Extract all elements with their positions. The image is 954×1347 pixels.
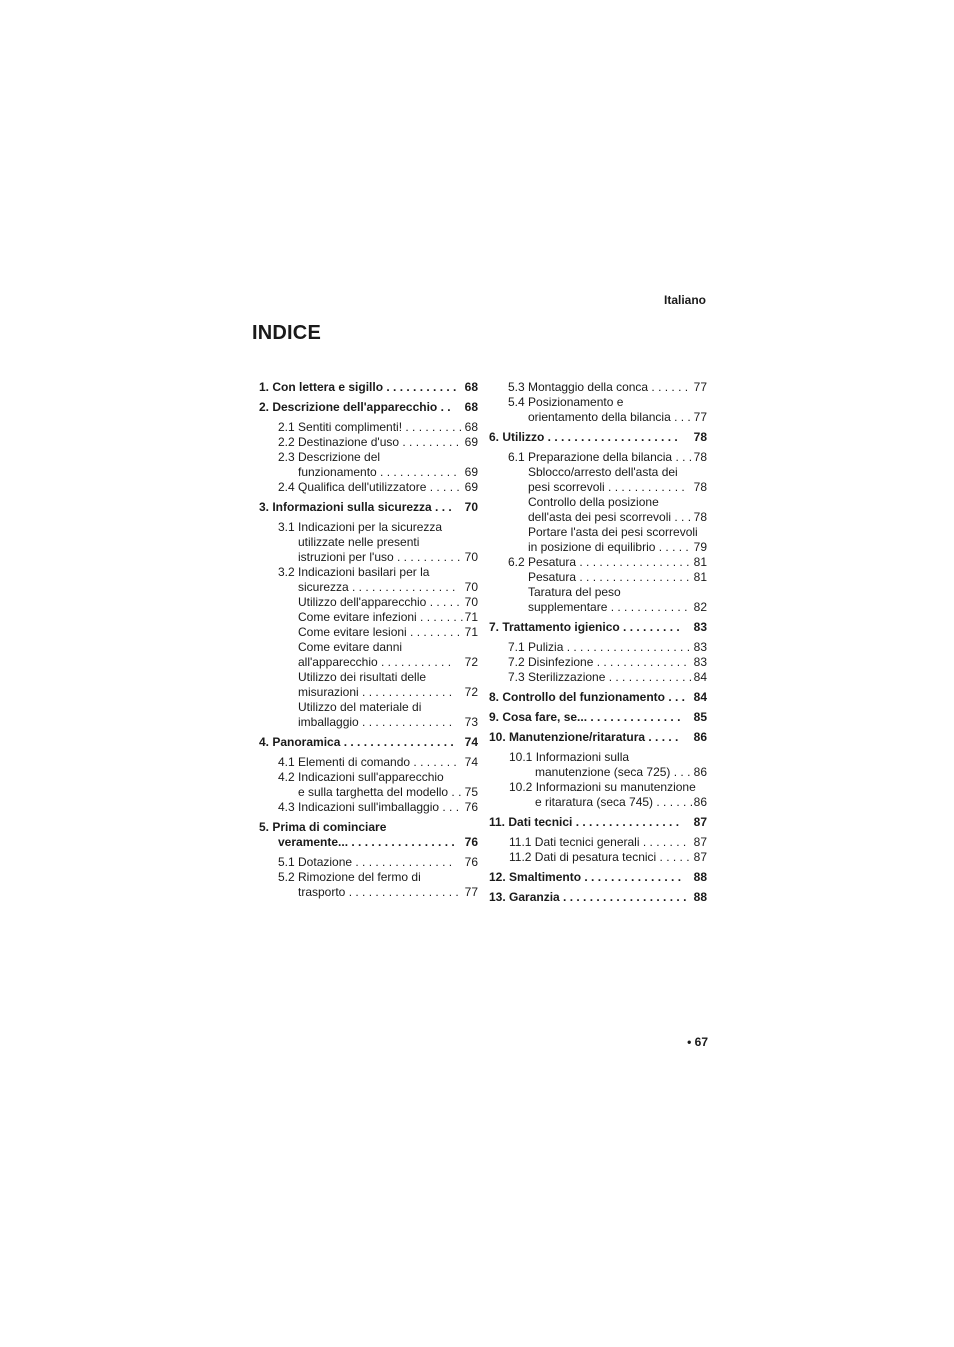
toc-entry[interactable] [259,870,478,885]
toc-entry-page: 78 [693,430,707,444]
toc-entry-text: Sblocco/arresto dell'asta dei [528,465,678,479]
toc-entry[interactable] [489,465,707,480]
toc-entry-text: Utilizzo dei risultati delle [298,670,427,684]
toc-entry-page: 71 [464,610,478,624]
toc-entry-page: 87 [693,850,707,864]
toc-entry[interactable] [489,495,707,510]
toc-entry-text: 10.2 Informazioni su manutenzione [509,780,696,794]
toc-entry[interactable] [259,640,478,655]
toc-entry[interactable] [489,600,707,615]
toc-entry-page: 88 [693,870,707,884]
toc-entry-page: 76 [464,855,478,869]
toc-entry-text: Come evitare infezioni . . . . . . . [298,610,464,624]
toc-entry[interactable] [489,480,707,495]
toc-entry[interactable] [489,795,707,810]
toc-entry-page: 73 [464,715,478,729]
toc-entry-text: 2.1 Sentiti complimenti! . . . . . . . . . [278,420,463,434]
toc-entry-text: 6.2 Pesatura . . . . . . . . . . . . . . . . . [508,555,690,569]
toc-entry[interactable] [259,465,478,480]
toc-entry[interactable] [259,820,478,835]
toc-entry-page: 88 [693,890,707,904]
toc-entry[interactable] [489,640,707,655]
toc-entry-text: 11.1 Dati tecnici generali . . . . . . . [509,835,687,849]
toc-entry-text: veramente... . . . . . . . . . . . . . . . . [278,835,455,849]
toc-entry[interactable] [259,520,478,535]
toc-entry-text: 5. Prima di cominciare [259,820,387,834]
toc-entry-page: 87 [693,835,707,849]
toc-entry-text: 11.2 Dati di pesatura tecnici . . . . . [509,850,690,864]
toc-entry-text: 6.1 Preparazione della bilancia . . . [508,450,693,464]
toc-entry-page: 85 [693,710,707,724]
toc-entry-page: 81 [693,570,707,584]
toc-entry[interactable] [489,730,707,745]
toc-entry[interactable] [489,690,707,705]
toc-entry-text: 5.2 Rimozione del fermo di [278,870,421,884]
toc-entry-text: 7.3 Sterilizzazione . . . . . . . . . . . . . [508,670,693,684]
toc-entry[interactable] [489,850,707,865]
toc-entry[interactable] [259,580,478,595]
toc-entry[interactable] [259,550,478,565]
toc-entry-page: 82 [693,600,707,614]
toc-entry-text: funzionamento . . . . . . . . . . . . [298,465,457,479]
toc-entry[interactable] [259,500,478,515]
toc-left-column [259,380,478,900]
toc-entry[interactable] [259,400,478,415]
toc-entry-text: dell'asta dei pesi scorrevoli . . . [528,510,692,524]
toc-entry-text: 7.1 Pulizia . . . . . . . . . . . . . . . . . . . [508,640,691,654]
toc-entry[interactable] [259,380,478,395]
toc-entry-text: Pesatura . . . . . . . . . . . . . . . . . [528,570,690,584]
toc-entry-text: 9. Cosa fare, se... . . . . . . . . . . . . . . [489,710,681,724]
toc-entry-text: 4.1 Elementi di comando . . . . . . . [278,755,457,769]
toc-entry-text: Come evitare lesioni . . . . . . . . [298,625,461,639]
toc-entry[interactable] [489,620,707,635]
toc-entry-text: 4. Panoramica . . . . . . . . . . . . . . . . . [259,735,454,749]
toc-entry-text: e sulla targhetta del modello . . [298,785,462,799]
toc-entry-text: pesi scorrevoli . . . . . . . . . . . . [528,480,685,494]
toc-entry[interactable] [489,430,707,445]
toc-entry-page: 72 [464,685,478,699]
toc-entry-text: 7. Trattamento igienico . . . . . . . . . [489,620,680,634]
toc-entry-page: 79 [693,540,707,554]
toc-entry-page: 76 [464,800,478,814]
toc-entry-text: Portare l'asta dei pesi scorrevoli [528,525,698,539]
toc-entry[interactable] [259,535,478,550]
toc-entry-page: 78 [693,480,707,494]
toc-entry-text: trasporto . . . . . . . . . . . . . . . . . [298,885,459,899]
toc-entry[interactable] [259,655,478,670]
toc-entry-text: in posizione di equilibrio . . . . . [528,540,689,554]
toc-entry-page: 74 [464,755,478,769]
toc-entry-page: 86 [693,795,707,809]
toc-entry[interactable] [489,750,707,765]
toc-entry-page: 78 [693,450,707,464]
toc-entry[interactable] [259,785,478,800]
toc-entry-text: supplementare . . . . . . . . . . . . [528,600,688,614]
toc-entry-text: 10. Manutenzione/ritaratura . . . . . [489,730,679,744]
toc-entry-text: sicurezza . . . . . . . . . . . . . . . . [298,580,456,594]
toc-entry[interactable] [489,380,707,395]
toc-entry[interactable] [259,800,478,815]
toc-entry-text: istruzioni per l'uso . . . . . . . . . . [298,550,461,564]
toc-entry[interactable] [259,610,478,625]
toc-entry-page: 69 [464,480,478,494]
toc-entry-page: 76 [464,835,478,849]
toc-entry-page: 81 [693,555,707,569]
toc-entry-page: 86 [693,730,707,744]
toc-entry[interactable] [259,435,478,450]
toc-entry[interactable] [259,700,478,715]
toc-entry-text: misurazioni . . . . . . . . . . . . . . [298,685,453,699]
language-label: Italiano [663,293,706,307]
toc-entry[interactable] [489,815,707,830]
toc-entry-text: 8. Controllo del funzionamento . . . [489,690,685,704]
toc-entry[interactable] [259,855,478,870]
toc-entry[interactable] [259,685,478,700]
toc-entry-text: 7.2 Disinfezione . . . . . . . . . . . . . . [508,655,687,669]
toc-entry-text: 3.1 Indicazioni per la sicurezza [278,520,443,534]
toc-entry[interactable] [259,885,478,900]
toc-entry-page: 74 [464,735,478,749]
toc-entry-text: e ritaratura (seca 745) . . . . . . [535,795,694,809]
toc-entry-page: 68 [464,380,478,394]
toc-entry-page: 77 [693,380,707,394]
toc-entry-text: 6. Utilizzo . . . . . . . . . . . . . . . . . . . . [489,430,678,444]
toc-entry-page: 83 [693,655,707,669]
toc-entry[interactable] [259,670,478,685]
toc-entry[interactable] [489,780,707,795]
toc-entry-text: 13. Garanzia . . . . . . . . . . . . . . . . . . . [489,890,687,904]
toc-entry-page: 69 [464,465,478,479]
toc-entry-text: 11. Dati tecnici . . . . . . . . . . . . . . . . [489,815,680,829]
toc-entry[interactable] [489,540,707,555]
toc-entry[interactable] [489,655,707,670]
toc-entry-page: 77 [693,410,707,424]
toc-entry-page: 75 [464,785,478,799]
toc-entry[interactable] [489,670,707,685]
toc-entry[interactable] [259,835,478,850]
toc-entry[interactable] [259,755,478,770]
toc-right-column [489,380,707,905]
toc-entry-page: 87 [693,815,707,829]
toc-entry-text: 4.3 Indicazioni sull'imballaggio . . . [278,800,460,814]
toc-entry-text: 2.3 Descrizione del [278,450,381,464]
toc-entry[interactable] [259,625,478,640]
toc-entry-text: 5.4 Posizionamento e [508,395,624,409]
toc-entry[interactable] [489,510,707,525]
toc-entry-text: 5.3 Montaggio della conca . . . . . . [508,380,689,394]
toc-entry-text: 5.1 Dotazione . . . . . . . . . . . . . . . [278,855,453,869]
toc-entry-text: Come evitare danni [298,640,403,654]
toc-entry[interactable] [259,565,478,580]
toc-entry[interactable] [489,395,707,410]
toc-entry-page: 70 [464,580,478,594]
toc-entry[interactable] [489,525,707,540]
toc-entry-text: 3.2 Indicazioni basilari per la [278,565,430,579]
toc-entry[interactable] [259,480,478,495]
toc-entry-text: 12. Smaltimento . . . . . . . . . . . . . . . [489,870,682,884]
toc-entry[interactable] [489,555,707,570]
page-number: • 67 [687,1035,708,1049]
toc-entry[interactable] [489,835,707,850]
toc-entry-text: 2.2 Destinazione d'uso . . . . . . . . . [278,435,460,449]
toc-entry-text: orientamento della bilancia . . . [528,410,691,424]
toc-entry-text: 4.2 Indicazioni sull'apparecchio [278,770,444,784]
toc-entry-text: utilizzate nelle presenti [298,535,420,549]
toc-entry[interactable] [259,715,478,730]
toc-entry-page: 83 [693,620,707,634]
toc-entry[interactable] [259,595,478,610]
toc-entry-text: Taratura del peso [528,585,621,599]
toc-entry[interactable] [489,890,707,905]
toc-entry[interactable] [489,570,707,585]
toc-entry-text: Utilizzo dell'apparecchio . . . . . [298,595,460,609]
toc-entry-page: 69 [464,435,478,449]
toc-entry-page: 70 [464,500,478,514]
toc-entry[interactable] [489,870,707,885]
toc-entry-page: 68 [464,420,478,434]
toc-entry-page: 68 [464,400,478,414]
toc-entry-text: 1. Con lettera e sigillo . . . . . . . . . . . [259,380,457,394]
toc-entry[interactable] [489,585,707,600]
toc-entry[interactable] [259,450,478,465]
toc-entry-page: 78 [693,510,707,524]
toc-entry[interactable] [489,765,707,780]
toc-entry-text: Utilizzo del materiale di [298,700,422,714]
toc-entry-page: 70 [464,550,478,564]
toc-entry-page: 77 [464,885,478,899]
toc-entry-page: 86 [693,765,707,779]
toc-entry[interactable] [259,770,478,785]
toc-entry[interactable] [489,410,707,425]
toc-entry-page: 70 [464,595,478,609]
toc-entry-text: 2.4 Qualifica dell'utilizzatore . . . . . [278,480,460,494]
toc-entry-text: all'apparecchio . . . . . . . . . . . [298,655,452,669]
toc-entry-text: imballaggio . . . . . . . . . . . . . . [298,715,453,729]
toc-entry-text: Controllo della posizione [528,495,659,509]
toc-entry-text: manutenzione (seca 725) . . . [535,765,691,779]
toc-entry-page: 84 [693,690,707,704]
toc-entry-page: 72 [464,655,478,669]
toc-entry[interactable] [259,420,478,435]
toc-entry[interactable] [259,735,478,750]
toc-entry-text: 3. Informazioni sulla sicurezza . . . [259,500,452,514]
toc-entry[interactable] [489,450,707,465]
toc-entry-page: 84 [693,670,707,684]
toc-entry-text: 2. Descrizione dell'apparecchio . . [259,400,451,414]
toc-entry[interactable] [489,710,707,725]
toc-entry-page: 71 [464,625,478,639]
page-title: INDICE [252,322,321,344]
toc-entry-text: 10.1 Informazioni sulla [509,750,630,764]
toc-entry-page: 83 [693,640,707,654]
